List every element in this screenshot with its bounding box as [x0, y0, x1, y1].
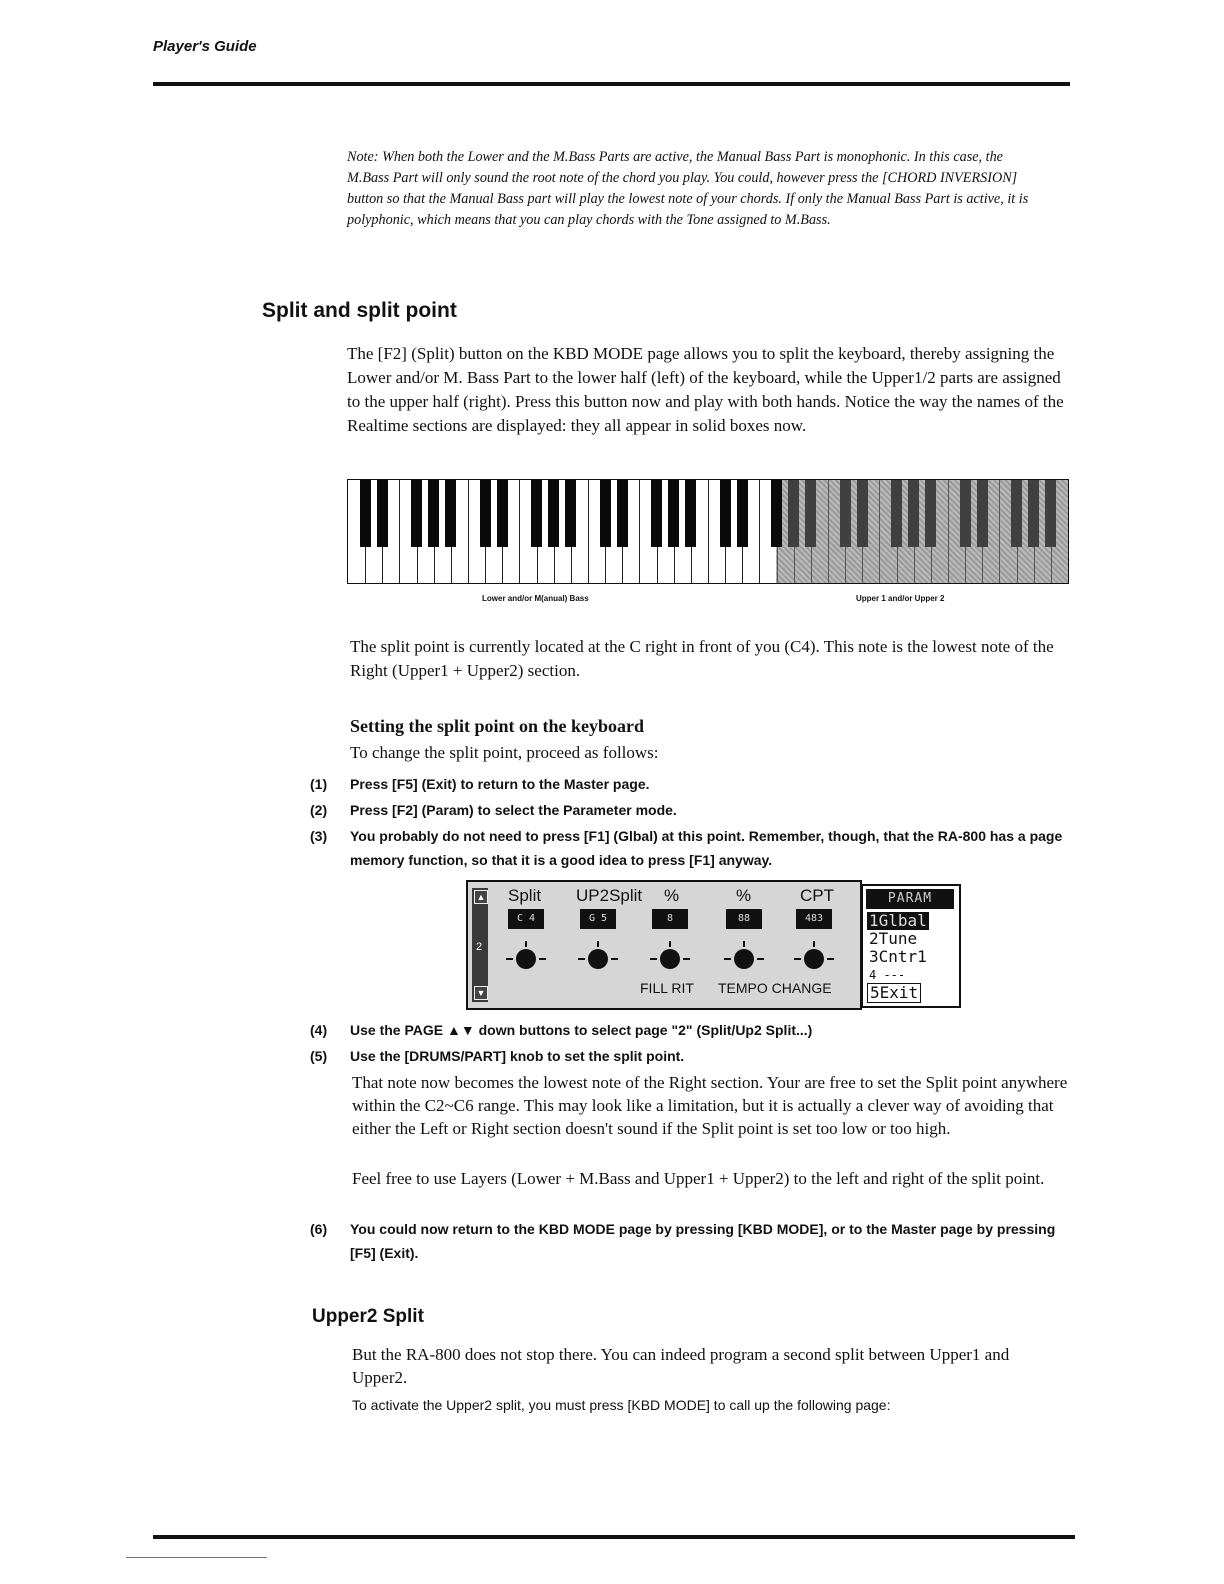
white-key-divider [759, 480, 760, 583]
black-key [548, 480, 559, 547]
menu-item-cntr1: 3Cntr1 [869, 947, 927, 966]
paragraph-upper2-split: But the RA-800 does not stop there. You can indeed program a second split between Upper1 and Upper2. [352, 1345, 1010, 1387]
black-key [788, 480, 799, 547]
steps-intro: To change the split point, proceed as follows: [350, 743, 659, 762]
lcd-footer-fill-rit: FILL RIT [640, 980, 694, 996]
menu-item-4: 4 --- [869, 968, 906, 982]
section-heading-upper2-split: Upper2 Split [312, 1306, 424, 1327]
white-key-divider [828, 480, 829, 583]
step-text: Use the [DRUMS/PART] knob to set the split point. [350, 1048, 685, 1064]
black-key [685, 480, 696, 547]
knob-icon [578, 939, 618, 979]
black-key [480, 480, 491, 547]
page-scrollbar [472, 888, 488, 1002]
step-4 [310, 1018, 1070, 1042]
black-key [771, 480, 782, 547]
black-key [805, 480, 816, 547]
step-text: Press [F5] (Exit) to return to the Master page. [350, 776, 650, 792]
black-key [565, 480, 576, 547]
step-3 [310, 824, 1072, 872]
menu-item-exit: 5Exit [867, 983, 921, 1003]
lcd-header-cpt: CPT [800, 886, 834, 905]
black-key [840, 480, 851, 547]
page-down-icon: ▼ [474, 986, 488, 1000]
black-key [651, 480, 662, 547]
black-key [891, 480, 902, 547]
black-key [720, 480, 731, 547]
running-head: Player's Guide [153, 38, 257, 55]
note-paragraph: Note: When both the Lower and the M.Bass Parts are active, the Manual Bass Part is monophonic. In this case, the M.Bass Part will only sound the root note of the chord you play. You could, however press the [CHORD INVERSION] button so that the Manual Bass part will play the lowest note of your chords. If only the Manual Bass Part is active, it is polyphonic, which means that you can play chords with the Tone assigned to M.Bass. [347, 149, 1029, 228]
lcd-header-tempo: % [736, 886, 752, 905]
page-number: 2 [476, 941, 483, 953]
knob-icon [794, 939, 834, 979]
step-number: (3) [310, 828, 328, 844]
step-2 [310, 798, 1070, 822]
black-key [428, 480, 439, 547]
white-key-divider [999, 480, 1000, 583]
black-key [600, 480, 611, 547]
param-menu-title: PARAM [866, 889, 954, 909]
lcd-value-cpt: 483 [796, 909, 832, 929]
bottom-rule [153, 1535, 1075, 1539]
black-key [668, 480, 679, 547]
black-key [377, 480, 388, 547]
black-key [1028, 480, 1039, 547]
black-key [977, 480, 988, 547]
subsection-heading: Setting the split point on the keyboard [350, 716, 645, 736]
white-key-divider [468, 480, 469, 583]
black-key [925, 480, 936, 547]
white-key-divider [948, 480, 949, 583]
lcd-header-up2split: UP2Split [576, 886, 643, 905]
black-key [617, 480, 628, 547]
lcd-value-split: C 4 [508, 909, 544, 929]
step-number: (6) [310, 1221, 328, 1237]
lcd-header-fill-rit: % [664, 886, 680, 905]
black-key [960, 480, 971, 547]
step-number: (1) [310, 776, 328, 792]
white-key-divider [879, 480, 880, 583]
white-key-divider [708, 480, 709, 583]
lcd-value-up2split: G 5 [580, 909, 616, 929]
paragraph-split-intro: The [F2] (Split) button on the KBD MODE page allows you to split the keyboard, thereby assigning the Lower and/or M. Bass Part to the lower half (left) of the keyboard, while the Upper1/2 parts are assigned to the upper half (right). Press this button now and play with both hands. Notice the way the names of the Realtime sections are displayed: they all appear in solid boxes now. [347, 344, 1064, 435]
white-key-divider [639, 480, 640, 583]
step-number: (5) [310, 1048, 328, 1064]
section-heading-split: Split and split point [262, 299, 457, 322]
black-key [737, 480, 748, 547]
top-rule [153, 82, 1070, 86]
lcd-value-fill-rit: 8 [652, 909, 688, 929]
step-5-body-layers: Feel free to use Layers (Lower + M.Bass and Upper1 + Upper2) to the left and right of the split point. [352, 1169, 1045, 1188]
black-key [1011, 480, 1022, 547]
knob-icon [724, 939, 764, 979]
knob-icon [650, 939, 690, 979]
step-1 [310, 772, 1070, 796]
step-5 [310, 1044, 1070, 1068]
step-number: (2) [310, 802, 328, 818]
upper2-instruction: To activate the Upper2 split, you must press [KBD MODE] to call up the following page: [352, 1397, 891, 1413]
menu-item-tune: 2Tune [869, 929, 918, 948]
step-number: (4) [310, 1022, 328, 1038]
black-key [497, 480, 508, 547]
step-6 [310, 1217, 1070, 1265]
page-up-icon: ▲ [474, 890, 488, 904]
step-text: Press [F2] (Param) to select the Parameter mode. [350, 802, 677, 818]
keyboard-diagram [347, 479, 1069, 584]
black-key [360, 480, 371, 547]
step-5-body: That note now becomes the lowest note of the Right section. Your are free to set the Split point anywhere within the C2~C6 range. This may look like a limitation, but it is actually a clever way of avoiding that either the Left or Right section doesn't sound if the Split point is set too low or too high. [352, 1073, 1068, 1138]
lcd-value-tempo: 88 [726, 909, 762, 929]
keyboard-label-left: Lower and/or M(anual) Bass [482, 594, 589, 603]
menu-item-glbal: 1Glbal [869, 911, 927, 930]
knob-icon [506, 939, 546, 979]
black-key [445, 480, 456, 547]
paragraph-split-point: The split point is currently located at the C right in front of you (C4). This note is the lowest note of the Right (Upper1 + Upper2) section. [350, 637, 1054, 680]
white-key-divider [519, 480, 520, 583]
param-menu [861, 884, 961, 1008]
step-text: You could now return to the KBD MODE page by pressing [KBD MODE], or to the Master page by pressing [F5] (Exit). [350, 1221, 1056, 1261]
keyboard-label-right: Upper 1 and/or Upper 2 [856, 594, 945, 603]
white-key-divider [399, 480, 400, 583]
black-key [908, 480, 919, 547]
step-text: Use the PAGE ▲▼ down buttons to select page "2" (Split/Up2 Split...) [350, 1022, 813, 1038]
black-key [411, 480, 422, 547]
step-text: You probably do not need to press [F1] (Glbal) at this point. Remember, though, that the RA-800 has a page memory function, so that it is a good idea to press [F1] anyway. [350, 828, 1063, 868]
white-key-divider [588, 480, 589, 583]
lcd-header-split: Split [508, 886, 542, 905]
black-key [1045, 480, 1056, 547]
footer-link-underline [126, 1557, 267, 1558]
lcd-screen [466, 880, 862, 1010]
black-key [531, 480, 542, 547]
upper-region-shading [776, 480, 1068, 583]
black-key [857, 480, 868, 547]
lcd-footer-tempo-change: TEMPO CHANGE [718, 980, 832, 996]
